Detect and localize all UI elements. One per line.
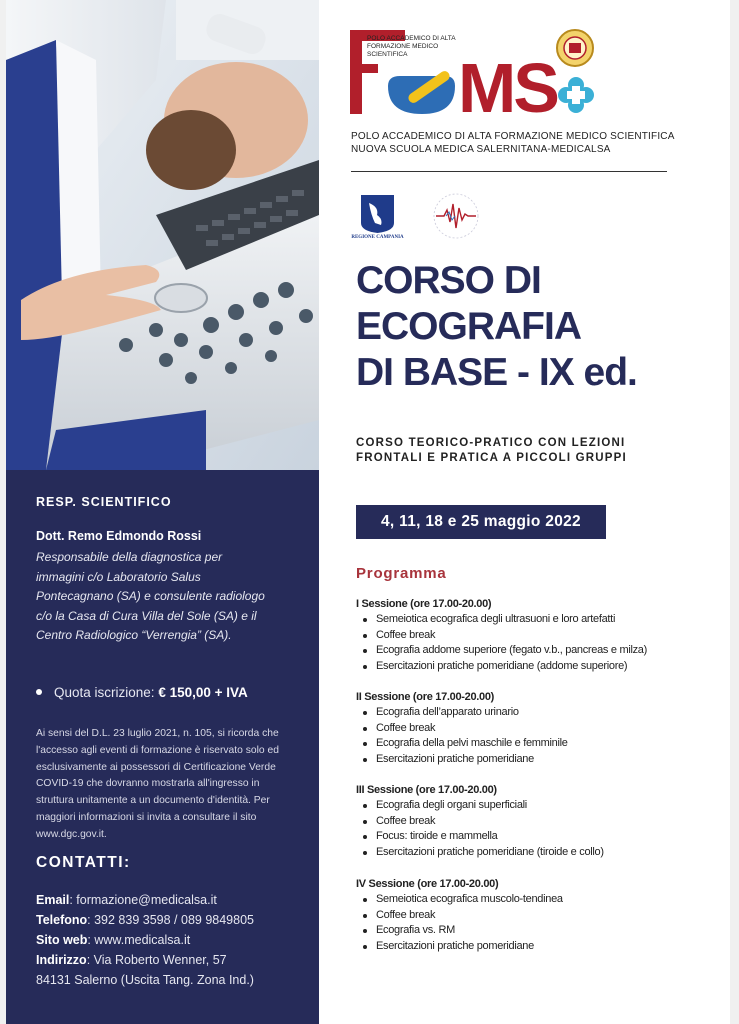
institution-line-2: NUOVA SCUOLA MEDICA SALERNITANA-MEDICALSA bbox=[351, 144, 611, 155]
address-label: Indirizzo bbox=[36, 953, 87, 967]
web-value[interactable]: : www.medicalsa.it bbox=[87, 933, 191, 947]
phone-value: : 392 839 3598 / 089 9849805 bbox=[87, 913, 254, 927]
session-items bbox=[356, 705, 686, 767]
contact-list bbox=[36, 890, 311, 990]
logo-tagline-2: FORMAZIONE MEDICO bbox=[367, 43, 439, 50]
title-line-2: ECOGRAFIA bbox=[356, 305, 581, 348]
email-value[interactable]: : formazione@medicalsa.it bbox=[69, 893, 217, 907]
list-item: Ecografia dell’apparato urinario bbox=[376, 705, 686, 721]
ultrasound-photo bbox=[6, 0, 319, 470]
regione-campania-logo bbox=[351, 193, 404, 240]
svg-text:MS: MS bbox=[458, 49, 557, 127]
session-heading: II Sessione (ore 17.00-20.00) bbox=[356, 691, 495, 703]
list-item: Esercitazioni pratiche pomeridiane bbox=[376, 939, 686, 955]
session-3 bbox=[356, 783, 686, 860]
header-divider bbox=[351, 171, 667, 172]
covid-notice: Ai sensi del D.L. 23 luglio 2021, n. 105, si ricorda che l'accesso agli eventi di formazione è riservato solo ed esclusivamente ai possessori di Certificazione Verde COVID-19 che dovranno mostrarla all'ingresso in struttura unitamente a un documento d'identità. Per maggiori informazioni si invita a consultare il sito www.dgc.gov.it. bbox=[36, 728, 279, 840]
address-value-1: : Via Roberto Wenner, 57 bbox=[86, 953, 227, 967]
contacts-title: CONTATTI: bbox=[36, 854, 131, 871]
right-margin bbox=[730, 0, 739, 1024]
phone-label: Telefono bbox=[36, 913, 88, 927]
logo-tagline-3: SCIENTIFICA bbox=[367, 51, 408, 58]
session-items bbox=[356, 892, 686, 954]
ultrasound-scene-illustration bbox=[6, 0, 319, 470]
quota-label: Quota iscrizione: bbox=[54, 685, 155, 700]
subtitle-line-2: FRONTALI E PRATICA A PICCOLI GRUPPI bbox=[356, 451, 627, 464]
title-line-1: CORSO DI bbox=[356, 259, 541, 302]
contact-web bbox=[36, 930, 311, 950]
list-item: Coffee break bbox=[376, 814, 686, 830]
quota-value: € 150,00 + IVA bbox=[158, 685, 248, 700]
list-item: Ecografia addome superiore (fegato v.b., pancreas e milza) bbox=[376, 643, 686, 659]
session-heading: III Sessione (ore 17.00-20.00) bbox=[356, 784, 497, 796]
contact-email bbox=[36, 890, 311, 910]
institution-line-1: POLO ACCADEMICO DI ALTA FORMAZIONE MEDICO SCIENTIFICA bbox=[351, 131, 675, 142]
medical-cross-icon bbox=[557, 76, 595, 114]
list-item: Esercitazioni pratiche pomeridiane bbox=[376, 752, 686, 768]
session-2 bbox=[356, 690, 686, 767]
list-item: Coffee break bbox=[376, 628, 686, 644]
quota-line bbox=[36, 685, 248, 700]
session-4 bbox=[356, 877, 686, 954]
list-item: Esercitazioni pratiche pomeridiane (addome superiore) bbox=[376, 659, 686, 675]
title-line-3: DI BASE - IX ed. bbox=[356, 351, 637, 394]
crest-icon bbox=[555, 28, 595, 68]
email-label: Email bbox=[36, 893, 70, 907]
echo-wave-logo bbox=[430, 190, 482, 242]
logo-tagline-1: POLO ACCADEMICO DI ALTA bbox=[367, 35, 456, 42]
info-panel bbox=[6, 470, 319, 1024]
subtitle-line-1: CORSO TEORICO-PRATICO CON LEZIONI bbox=[356, 437, 626, 449]
programma-title: Programma bbox=[356, 565, 447, 582]
resp-title: RESP. SCIENTIFICO bbox=[36, 495, 172, 509]
contact-phone bbox=[36, 910, 311, 930]
contact-address bbox=[36, 950, 311, 970]
list-item: Semeiotica ecografica muscolo-tendinea bbox=[376, 892, 686, 908]
session-1 bbox=[356, 597, 686, 674]
list-item: Coffee break bbox=[376, 908, 686, 924]
resp-description: Responsabile della diagnostica per immagini c/o Laboratorio Salus Pontecagnano (SA) e consulente radiologo c/o la Casa di Cura Villa del Sole (SA) e il Centro Radiologico “Verrengia” (SA). bbox=[36, 550, 265, 642]
regione-label: REGIONE CAMPANIA bbox=[351, 235, 404, 240]
session-heading: I Sessione (ore 17.00-20.00) bbox=[356, 598, 492, 610]
session-items bbox=[356, 612, 686, 674]
institution-name bbox=[351, 130, 675, 156]
list-item: Coffee break bbox=[376, 721, 686, 737]
list-item: Esercitazioni pratiche pomeridiane (tiroide e collo) bbox=[376, 845, 686, 861]
list-item: Ecografia vs. RM bbox=[376, 923, 686, 939]
course-dates: 4, 11, 18 e 25 maggio 2022 bbox=[356, 505, 606, 539]
list-item: Semeiotica ecografica degli ultrasuoni e loro artefatti bbox=[376, 612, 686, 628]
bullet-icon bbox=[36, 689, 42, 695]
list-item: Focus: tiroide e mammella bbox=[376, 829, 686, 845]
session-items bbox=[356, 798, 686, 860]
list-item: Ecografia della pelvi maschile e femminile bbox=[376, 736, 686, 752]
course-title bbox=[356, 258, 637, 396]
logo-f-mid bbox=[350, 64, 378, 73]
web-label: Sito web bbox=[36, 933, 88, 947]
list-item: Ecografia degli organi superficiali bbox=[376, 798, 686, 814]
course-subtitle bbox=[356, 436, 627, 465]
resp-name: Dott. Remo Edmondo Rossi bbox=[36, 529, 202, 543]
contact-address-2: 84131 Salerno (Uscita Tang. Zona Ind.) bbox=[36, 973, 254, 987]
session-heading: IV Sessione (ore 17.00-20.00) bbox=[356, 878, 499, 890]
